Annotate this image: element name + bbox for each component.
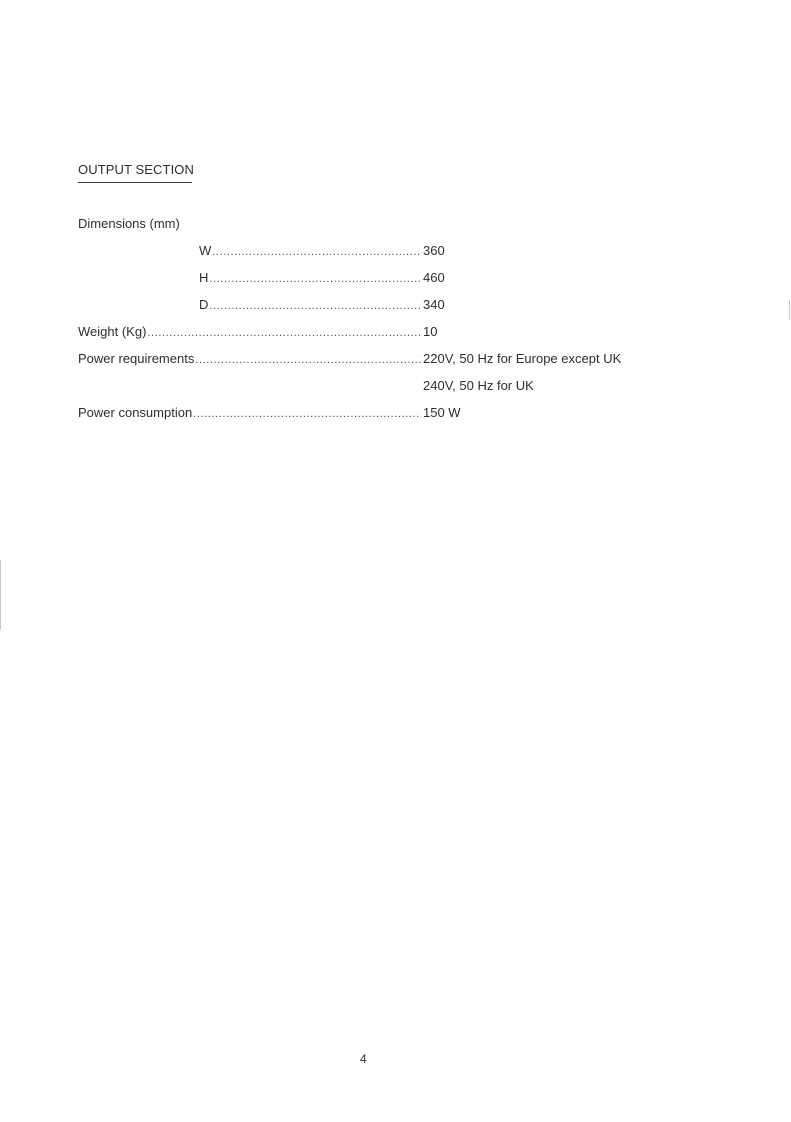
spec-value-width: 360 <box>423 243 445 258</box>
spec-value-power-consumption: 150 W <box>423 405 461 420</box>
spec-row-power-requirements <box>78 351 422 367</box>
dot-leader <box>193 408 421 420</box>
scan-edge-mark <box>0 560 1 630</box>
spec-value-height: 460 <box>423 270 445 285</box>
heading-underline <box>78 182 192 183</box>
spec-value-power-uk: 240V, 50 Hz for UK <box>423 378 534 393</box>
spec-row-height <box>199 270 422 286</box>
spec-label: Power requirements <box>78 351 195 366</box>
spec-label: Power consumption <box>78 405 193 420</box>
spec-row-depth <box>199 297 422 313</box>
spec-value-weight: 10 <box>423 324 438 339</box>
dot-leader <box>209 273 421 285</box>
dot-leader <box>212 246 421 258</box>
spec-label: H <box>199 270 209 285</box>
dot-leader <box>195 354 421 366</box>
dot-leader <box>147 327 421 339</box>
spec-value-power-europe: 220V, 50 Hz for Europe except UK <box>423 351 622 366</box>
spec-label: W <box>199 243 212 258</box>
spec-row-power-consumption <box>78 405 422 421</box>
scan-edge-mark <box>789 300 790 320</box>
spec-row-width <box>199 243 422 259</box>
section-heading: OUTPUT SECTION <box>78 162 195 177</box>
spec-label: Weight (Kg) <box>78 324 147 339</box>
page-number: 4 <box>360 1052 367 1066</box>
spec-value-depth: 340 <box>423 297 445 312</box>
dimensions-label: Dimensions (mm) <box>78 216 180 231</box>
dot-leader <box>209 300 421 312</box>
spec-row-weight <box>78 324 422 340</box>
spec-label: D <box>199 297 209 312</box>
